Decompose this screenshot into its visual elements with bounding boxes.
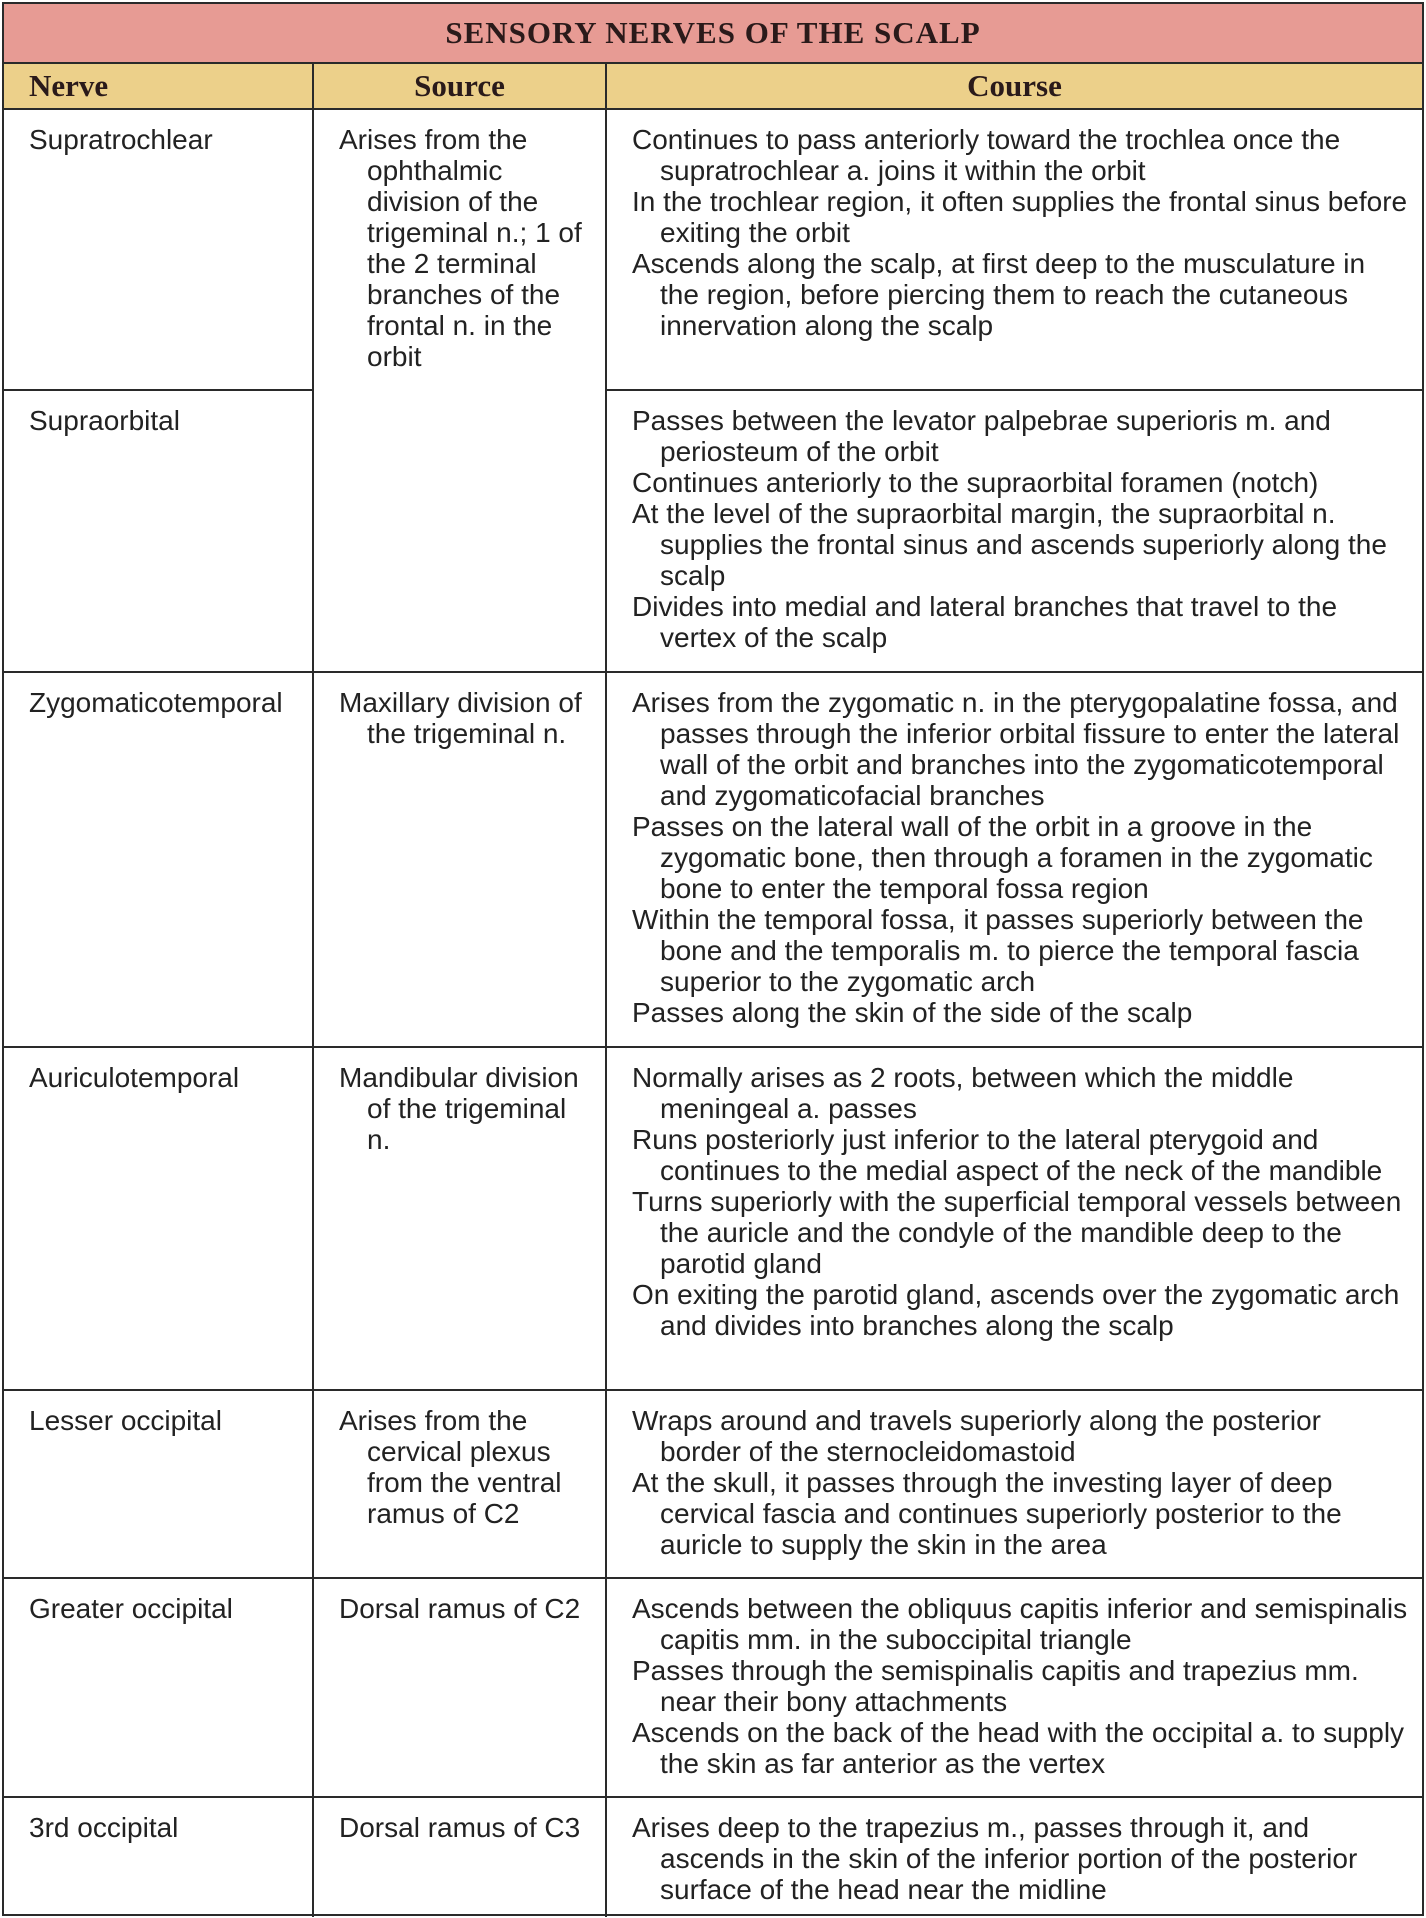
sensory-nerves-table bbox=[4, 64, 1422, 1917]
course-line: Normally arises as 2 roots, between which the middle meningeal a. passes bbox=[632, 1062, 1294, 1124]
course-line: Arises deep to the trapezius m., passes through it, and ascends in the skin of the inferior portion of the posterior surface of the head near the midline bbox=[632, 1812, 1358, 1905]
course-line: In the trochlear region, it often supplies the frontal sinus before exiting the orbit bbox=[632, 186, 1408, 248]
course-line: Continues to pass anteriorly toward the trochlea once the supratrochlear a. joins it within the orbit bbox=[632, 124, 1341, 186]
course-line: Runs posteriorly just inferior to the lateral pterygoid and continues to the medial aspect of the neck of the mandible bbox=[632, 1124, 1383, 1186]
course-cell bbox=[606, 109, 1422, 390]
table-row bbox=[4, 1390, 1422, 1578]
nerve-cell: Lesser occipital bbox=[4, 1390, 313, 1578]
course-line: Within the temporal fossa, it passes superiorly between the bone and the temporalis m. to pierce the temporal fascia superior to the zygomatic arch bbox=[632, 904, 1364, 997]
course-line: Divides into medial and lateral branches that travel to the vertex of the scalp bbox=[632, 591, 1338, 653]
source-cell bbox=[313, 1797, 606, 1917]
nerve-cell: Zygomaticotemporal bbox=[4, 672, 313, 1047]
course-line: Passes on the lateral wall of the orbit in a groove in the zygomatic bone, then through a foramen in the zygomatic bone to enter the temporal fossa region bbox=[632, 811, 1373, 904]
course-line: Turns superiorly with the superficial temporal vessels between the auricle and the condyle of the mandible deep to the parotid gland bbox=[632, 1186, 1402, 1279]
table-frame bbox=[2, 2, 1424, 1916]
header-source: Source bbox=[313, 64, 606, 109]
course-line: At the skull, it passes through the investing layer of deep cervical fascia and continues superiorly posterior to the auricle to supply the skin in the area bbox=[632, 1467, 1342, 1560]
table-row bbox=[4, 1047, 1422, 1390]
course-line: Passes through the semispinalis capitis and trapezius mm. near their bony attachments bbox=[632, 1655, 1359, 1717]
course-cell bbox=[606, 390, 1422, 672]
course-line: Wraps around and travels superiorly along the posterior border of the sternocleidomastoid bbox=[632, 1405, 1321, 1467]
source-text: Arises from the ophthalmic division of the trigeminal n.; 1 of the 2 terminal branches of the frontal n. in the orbit bbox=[339, 124, 582, 372]
source-cell bbox=[313, 1390, 606, 1578]
nerve-cell: Supratrochlear bbox=[29, 124, 213, 155]
course-cell bbox=[606, 1578, 1422, 1797]
course-line: Arises from the zygomatic n. in the pterygopalatine fossa, and passes through the inferior orbital fissure to enter the lateral wall of the orbit and branches into the zygomaticotemporal and zygomaticofacial branches bbox=[632, 687, 1400, 811]
table-row bbox=[4, 109, 1422, 390]
course-cell bbox=[606, 1047, 1422, 1390]
source-text: Maxillary division of the trigeminal n. bbox=[339, 687, 582, 749]
table-row bbox=[4, 390, 1422, 672]
source-cell bbox=[313, 672, 606, 1047]
source-text: Dorsal ramus of C2 bbox=[339, 1593, 581, 1624]
course-line: Ascends between the obliquus capitis inferior and semispinalis capitis mm. in the suboccipital triangle bbox=[632, 1593, 1408, 1655]
course-line: At the level of the supraorbital margin, the supraorbital n. supplies the frontal sinus and ascends superiorly along the scalp bbox=[632, 498, 1387, 591]
course-line: Passes between the levator palpebrae superioris m. and periosteum of the orbit bbox=[632, 405, 1331, 467]
course-cell bbox=[606, 1390, 1422, 1578]
course-line: Ascends along the scalp, at first deep to the musculature in the region, before piercing them to reach the cutaneous innervation along the scalp bbox=[632, 248, 1366, 341]
source-cell bbox=[313, 1578, 606, 1797]
header-nerve: Nerve bbox=[4, 64, 313, 109]
source-cell bbox=[313, 1047, 606, 1390]
header-course: Course bbox=[606, 64, 1422, 109]
course-cell bbox=[606, 1797, 1422, 1917]
nerve-cell: Greater occipital bbox=[4, 1578, 313, 1797]
nerve-cell: Supraorbital bbox=[4, 390, 313, 672]
course-line: Passes along the skin of the side of the scalp bbox=[632, 997, 1193, 1028]
header-row bbox=[4, 64, 1422, 109]
table-title: SENSORY NERVES OF THE SCALP bbox=[4, 4, 1422, 64]
source-text: Dorsal ramus of C3 bbox=[339, 1812, 581, 1843]
course-line: Continues anteriorly to the supraorbital foramen (notch) bbox=[632, 467, 1319, 498]
table-row bbox=[4, 1578, 1422, 1797]
course-line: Ascends on the back of the head with the occipital a. to supply the skin as far anterior as the vertex bbox=[632, 1717, 1405, 1779]
table-row bbox=[4, 1797, 1422, 1917]
nerve-cell: Auriculotemporal bbox=[4, 1047, 313, 1390]
nerve-cell: 3rd occipital bbox=[4, 1797, 313, 1917]
course-cell bbox=[606, 672, 1422, 1047]
source-text: Mandibular division of the trigeminal n. bbox=[339, 1062, 579, 1155]
table-row bbox=[4, 672, 1422, 1047]
source-cell bbox=[313, 109, 606, 672]
source-text: Arises from the cervical plexus from the ventral ramus of C2 bbox=[339, 1405, 562, 1529]
course-line: On exiting the parotid gland, ascends over the zygomatic arch and divides into branches along the scalp bbox=[632, 1279, 1400, 1341]
